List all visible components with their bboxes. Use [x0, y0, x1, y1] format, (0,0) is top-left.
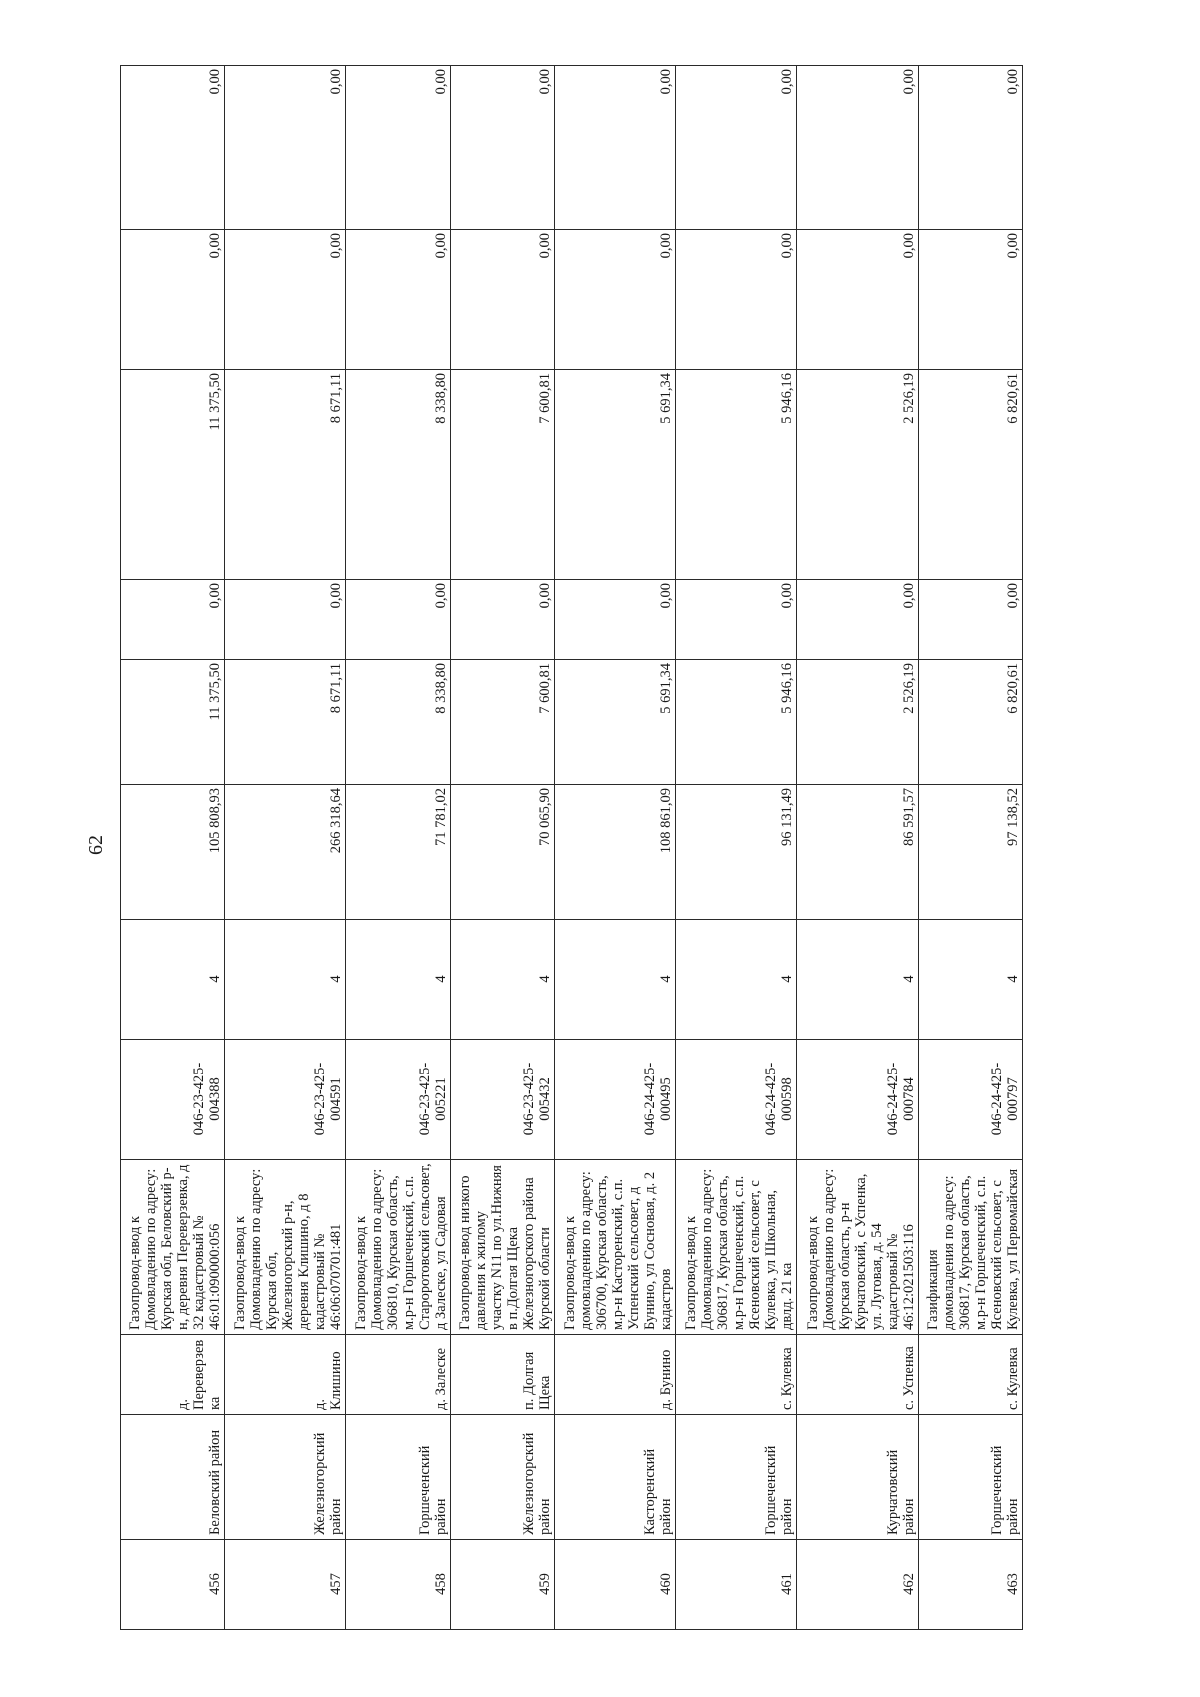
object-description-cell: Газопровод-ввод к домовладению по адресу: 306700, Курская область, м.р-н Касторенский, с.п. Успенский сельсовет, д Бунино, ул Сосновая, д. 2 кадастров	[554, 1160, 675, 1335]
value4-cell: 0,00	[797, 230, 918, 370]
table-row	[797, 66, 918, 1630]
locality-cell: п. Долгая Щека	[450, 1335, 554, 1415]
table-row	[554, 66, 675, 1630]
locality-cell: д. Залеске	[346, 1335, 450, 1415]
value2-cell: 0,00	[346, 580, 450, 660]
row-number: 462	[797, 1540, 918, 1630]
value1-cell: 8 338,80	[346, 660, 450, 785]
count-cell: 4	[450, 920, 554, 1040]
object-description-cell: Газопровод-ввод к Домовладению по адресу: Курская обл, Беловский р-н, деревня Переверзевка, д 32 кадастровый № 46:01:090000:056	[121, 1160, 225, 1335]
district-cell: Горшеченский район	[918, 1415, 1022, 1540]
value4-cell: 0,00	[346, 230, 450, 370]
rotated-table-wrapper	[120, 66, 1023, 1630]
value5-cell: 0,00	[121, 66, 225, 230]
locality-cell: д. Клишино	[225, 1335, 346, 1415]
row-number: 457	[225, 1540, 346, 1630]
value2-cell: 0,00	[225, 580, 346, 660]
row-number: 458	[346, 1540, 450, 1630]
locality-cell: с. Кулевка	[918, 1335, 1022, 1415]
registration-code-cell: 046-24-425-000797	[918, 1040, 1022, 1160]
registration-code-cell: 046-24-425-000784	[797, 1040, 918, 1160]
count-cell: 4	[346, 920, 450, 1040]
cost-cell: 70 065,90	[450, 785, 554, 920]
district-cell: Касторенский район	[554, 1415, 675, 1540]
table-row	[225, 66, 346, 1630]
value1-cell: 8 671,11	[225, 660, 346, 785]
value1-cell: 6 820,61	[918, 660, 1022, 785]
object-description-cell: Газопровод-ввод к Домовладению по адресу: 306817, Курская область, м.р-н Горшеченский, с.п. Ясеновский сельсовет, с Кулевка, ул Школьная, двлд. 21 ка	[676, 1160, 797, 1335]
object-description-cell: Газопровод-ввод к Домовладению по адресу: Курская обл, Железногорский р-н, деревня Клишино, д 8 кадастровый № 46:06:070701:481	[225, 1160, 346, 1335]
row-number: 463	[918, 1540, 1022, 1630]
value2-cell: 0,00	[554, 580, 675, 660]
table-row	[918, 66, 1022, 1630]
value3-cell: 8 338,80	[346, 370, 450, 580]
locality-cell: с. Кулевка	[676, 1335, 797, 1415]
cost-cell: 97 138,52	[918, 785, 1022, 920]
value1-cell: 5 946,16	[676, 660, 797, 785]
registration-code-cell: 046-23-425-005432	[450, 1040, 554, 1160]
district-cell: Железногорский район	[450, 1415, 554, 1540]
row-number: 459	[450, 1540, 554, 1630]
value4-cell: 0,00	[918, 230, 1022, 370]
registration-code-cell: 046-23-425-004591	[225, 1040, 346, 1160]
value1-cell: 7 600,81	[450, 660, 554, 785]
district-cell: Железногорский район	[225, 1415, 346, 1540]
table-row	[676, 66, 797, 1630]
value3-cell: 5 946,16	[676, 370, 797, 580]
value5-cell: 0,00	[225, 66, 346, 230]
table-body	[121, 66, 1023, 1630]
locality-cell: д. Бунино	[554, 1335, 675, 1415]
value2-cell: 0,00	[450, 580, 554, 660]
value2-cell: 0,00	[918, 580, 1022, 660]
count-cell: 4	[797, 920, 918, 1040]
value3-cell: 11 375,50	[121, 370, 225, 580]
value5-cell: 0,00	[797, 66, 918, 230]
value3-cell: 2 526,19	[797, 370, 918, 580]
object-description-cell: Газопровод-ввод к Домовладению по адресу: 306810, Курская область, м.р-н Горшеченский, с.п. Староротовский сельсовет, д Залеске, ул Садовая	[346, 1160, 450, 1335]
value4-cell: 0,00	[225, 230, 346, 370]
value5-cell: 0,00	[918, 66, 1022, 230]
value5-cell: 0,00	[346, 66, 450, 230]
value4-cell: 0,00	[676, 230, 797, 370]
value5-cell: 0,00	[676, 66, 797, 230]
registration-code-cell: 046-24-425-000598	[676, 1040, 797, 1160]
cost-cell: 86 591,57	[797, 785, 918, 920]
cost-cell: 108 861,09	[554, 785, 675, 920]
count-cell: 4	[554, 920, 675, 1040]
cost-cell: 105 808,93	[121, 785, 225, 920]
count-cell: 4	[225, 920, 346, 1040]
district-cell: Курчатовский район	[797, 1415, 918, 1540]
locality-cell: д. Переверзевка	[121, 1335, 225, 1415]
value3-cell: 8 671,11	[225, 370, 346, 580]
register-table	[120, 65, 1023, 1630]
value3-cell: 6 820,61	[918, 370, 1022, 580]
value1-cell: 5 691,34	[554, 660, 675, 785]
table-row	[346, 66, 450, 1630]
row-number: 460	[554, 1540, 675, 1630]
district-cell: Горшеченский район	[676, 1415, 797, 1540]
value3-cell: 5 691,34	[554, 370, 675, 580]
locality-cell: с. Успенка	[797, 1335, 918, 1415]
page-number: 62	[85, 835, 107, 855]
value1-cell: 2 526,19	[797, 660, 918, 785]
district-cell: Горшеченский район	[346, 1415, 450, 1540]
cost-cell: 71 781,02	[346, 785, 450, 920]
count-cell: 4	[121, 920, 225, 1040]
value4-cell: 0,00	[450, 230, 554, 370]
count-cell: 4	[918, 920, 1022, 1040]
object-description-cell: Газификация домовладения по адресу: 306817, Курская область, м.р-н Горшеченский, с.п. Ясеновский сельсовет, с Кулевка, ул Первомайская	[918, 1160, 1022, 1335]
value2-cell: 0,00	[676, 580, 797, 660]
value2-cell: 0,00	[121, 580, 225, 660]
registration-code-cell: 046-23-425-005221	[346, 1040, 450, 1160]
district-cell: Беловский район	[121, 1415, 225, 1540]
registration-code-cell: 046-23-425-004388	[121, 1040, 225, 1160]
value3-cell: 7 600,81	[450, 370, 554, 580]
value5-cell: 0,00	[554, 66, 675, 230]
row-number: 461	[676, 1540, 797, 1630]
count-cell: 4	[676, 920, 797, 1040]
table-row	[121, 66, 225, 1630]
value4-cell: 0,00	[121, 230, 225, 370]
row-number: 456	[121, 1540, 225, 1630]
cost-cell: 96 131,49	[676, 785, 797, 920]
object-description-cell: Газопровод-ввод низкого давления к жилому участку N11 по ул.Нижняя в п.Долгая Щека Железногорского района Курской области	[450, 1160, 554, 1335]
cost-cell: 266 318,64	[225, 785, 346, 920]
value1-cell: 11 375,50	[121, 660, 225, 785]
object-description-cell: Газопровод-ввод к Домовладению по адресу: Курская область, р-н Курчатовский, с Успенка, ул. Луговая, д. 54 кадастровый № 46:12:021503:116	[797, 1160, 918, 1335]
value5-cell: 0,00	[450, 66, 554, 230]
value4-cell: 0,00	[554, 230, 675, 370]
table-row	[450, 66, 554, 1630]
registration-code-cell: 046-24-425-000495	[554, 1040, 675, 1160]
value2-cell: 0,00	[797, 580, 918, 660]
